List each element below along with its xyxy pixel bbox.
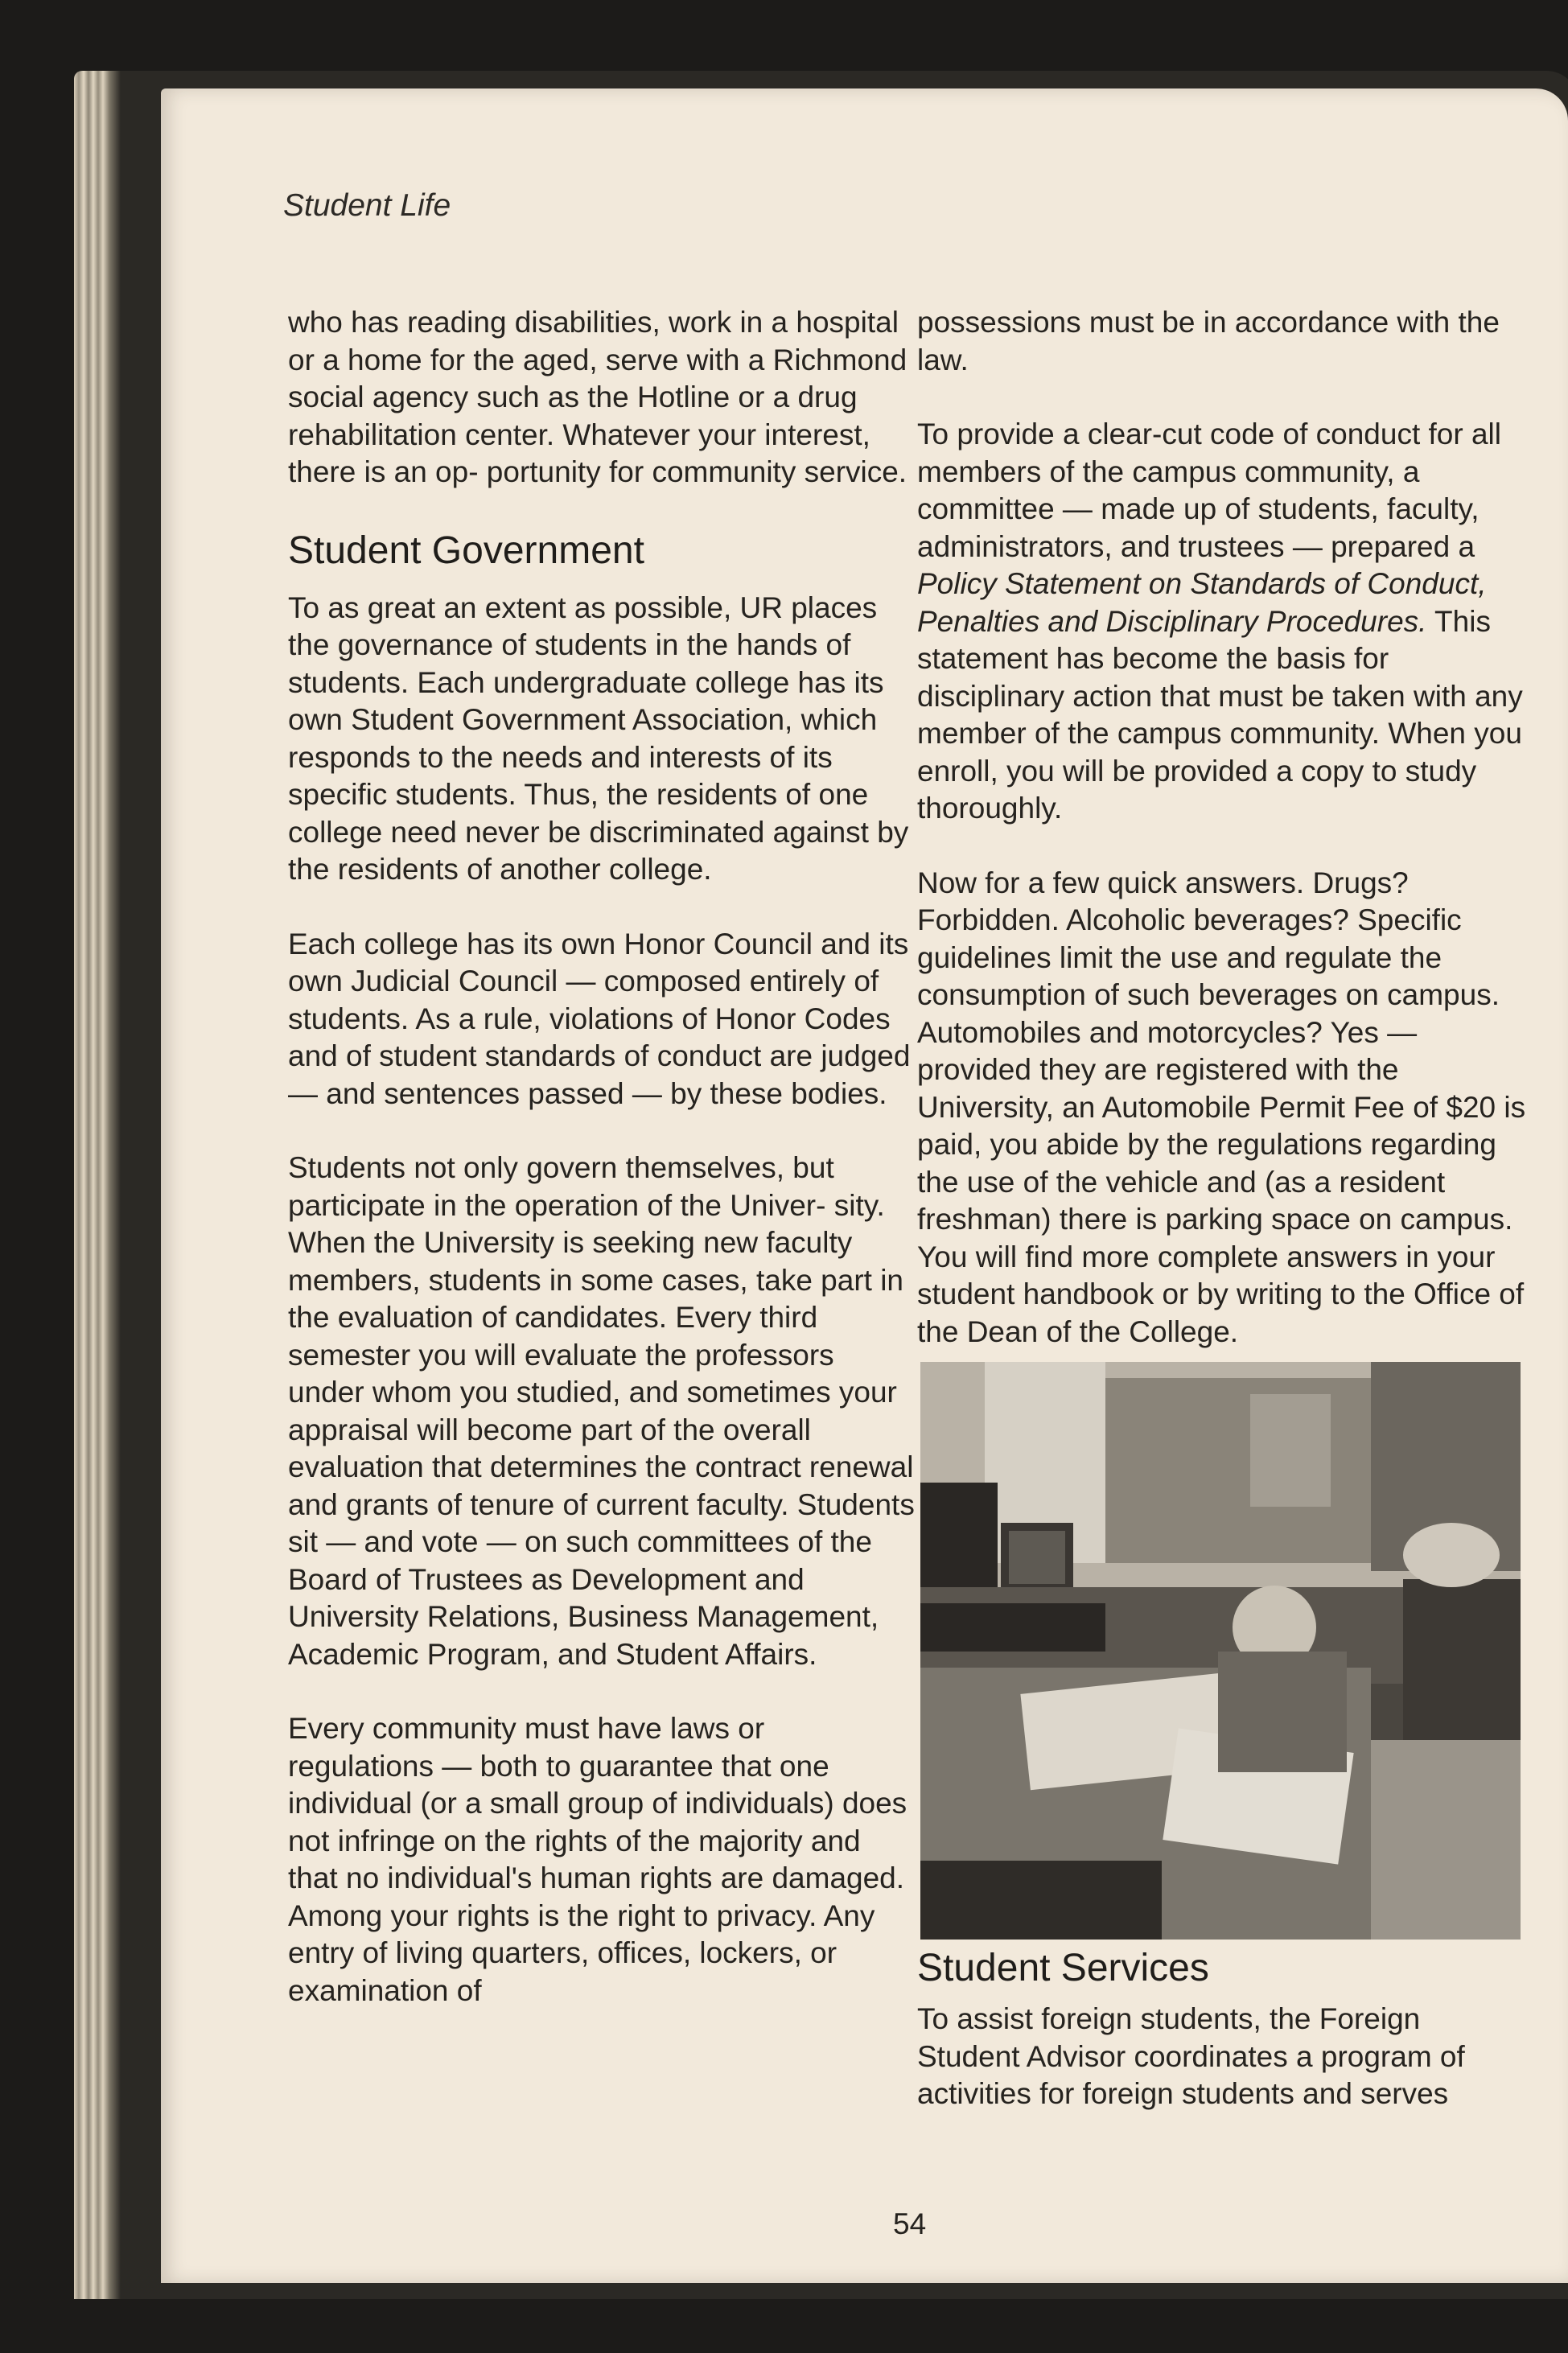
paragraph-foreign-students: To assist foreign students, the Foreign Student Advisor coordinates a program of activities for foreign students and serves	[917, 2002, 1465, 2110]
paragraph-quick-answers: Now for a few quick answers. Drugs? Forbidden. Alcoholic beverages? Specific guidelines limit the use and regulate the consumption of such beverages on campus. Automobiles and motorcycles? Yes — provided they are registered with the University, an Automobile Permit Fee of $20 is paid, you abide by the regulations regarding the use of the vehicle and (as a resident freshman) there is parking space on campus. You will find more complete answers in your student handbook or by writing to the Office of the Dean of the College.	[917, 866, 1526, 1348]
page-number: 54	[893, 2207, 927, 2240]
paragraph-laws: Every community must have laws or regulations — both to guarantee that one individual (or a small group of individuals) does not infringe on the rights of the majority and that no individual's human rights are damaged. Among your rights is the right to privacy. Any entry of living quarters, offices, lockers, or examination of	[288, 1712, 907, 2007]
policy-statement-title: Policy Statement on Standards of Conduct, Penalties and Disciplinary Procedures.	[917, 567, 1487, 638]
right-column	[917, 304, 1529, 2150]
left-column	[288, 304, 916, 2047]
book-page	[161, 88, 1568, 2283]
dorm-room-photo	[920, 1362, 1521, 1940]
paragraph-participation: Students not only govern themselves, but participate in the operation of the Univer- sity. When the University is seeking new faculty members, students in some cases, take part in the evaluation of candidates. Every third semester you will evaluate the professors under whom you studied, and sometimes your appraisal will become part of the overall evaluation that determines the contract renewal and grants of tenure of current faculty. Students sit — and vote — on such committees of the Board of Trustees as Development and University Relations, Business Management, Academic Program, and Student Affairs.	[288, 1151, 915, 1671]
conduct-text-before: To provide a clear-cut code of conduct for all members of the campus community, a committee — made up of students, faculty, administrators, and trustees — prepared a	[917, 418, 1501, 563]
heading-student-government: Student Government	[288, 529, 644, 572]
paragraph-honor-council: Each college has its own Honor Council and its own Judicial Council — composed entirely of students. As a rule, violations of Honor Codes and of student standards of conduct are judged — and sentences passed — by these bodies.	[288, 927, 911, 1110]
paragraph-possessions: possessions must be in accordance with the law.	[917, 306, 1500, 376]
paragraph-code-of-conduct	[917, 416, 1529, 828]
paragraph-community-service: who has reading disabilities, work in a hospital or a home for the aged, serve with a Richmond social agency such as the Hotline or a drug rehabilitation center. Whatever your interest, there is an op- portunity for community service.	[288, 306, 907, 488]
heading-student-services: Student Services	[917, 1947, 1209, 1989]
paragraph-governance: To as great an extent as possible, UR places the governance of students in the hands of students. Each undergraduate college has its own Student Government Association, which responds to the needs and interests of its specific students. Thus, the residents of one college need never be discriminated against by the residents of another college.	[288, 590, 909, 886]
running-head: Student Life	[283, 188, 451, 223]
conduct-text-after: This statement has become the basis for disciplinary action that must be taken with any member of the campus community. When you enroll, you will be provided a copy to study thoroughly.	[917, 604, 1523, 825]
